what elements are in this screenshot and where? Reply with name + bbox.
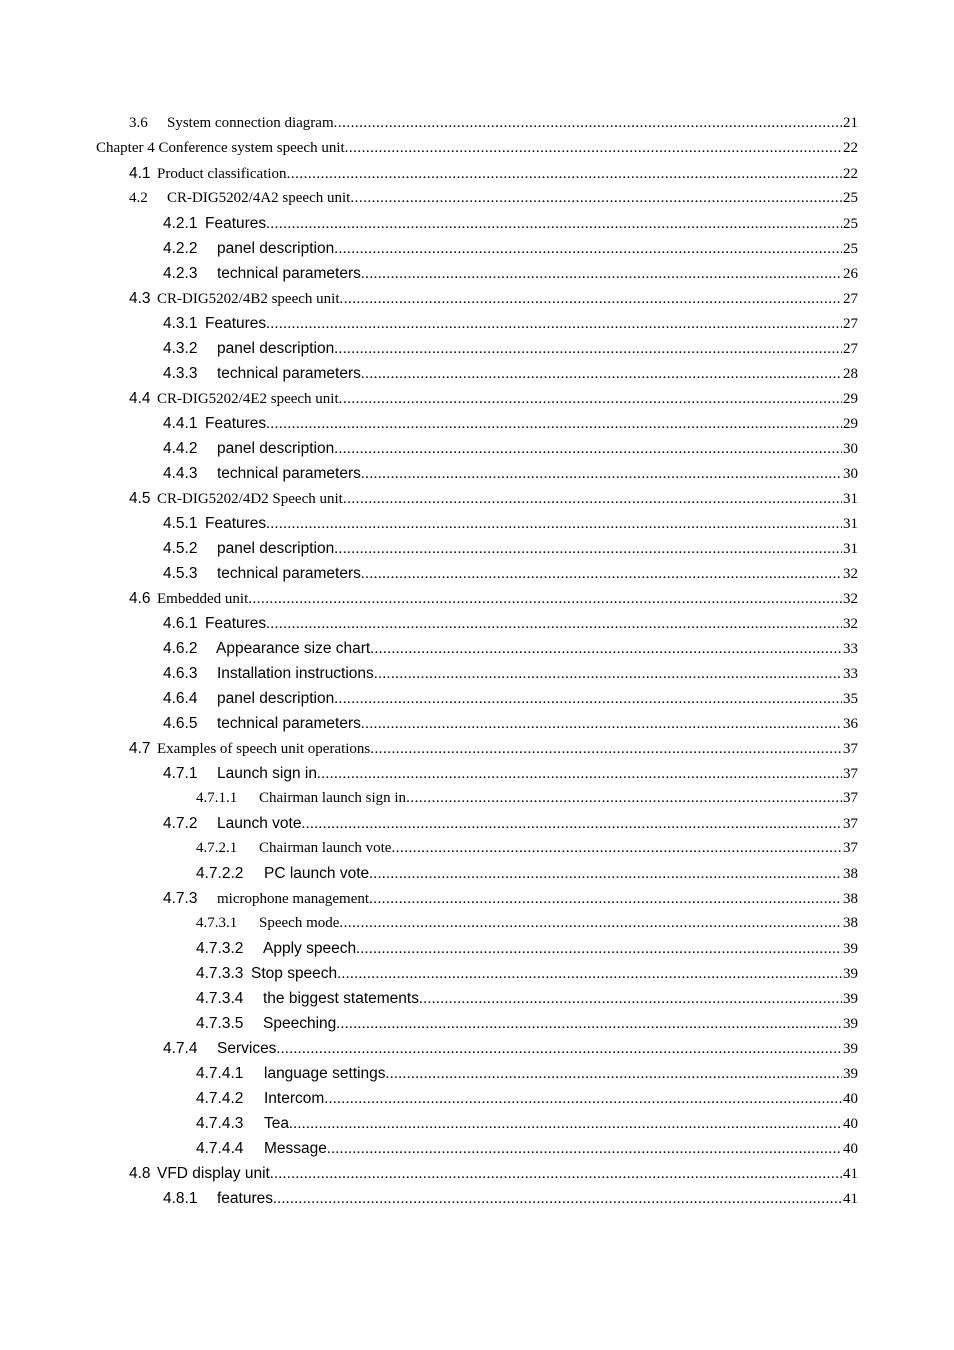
dot-leader <box>248 591 842 608</box>
toc-row <box>0 515 954 540</box>
toc-entry[interactable] <box>163 665 858 687</box>
toc-entry-page-number: 40 <box>843 1116 858 1132</box>
toc-entry[interactable] <box>129 490 858 512</box>
dot-leader <box>270 1166 842 1183</box>
toc-row <box>0 565 954 590</box>
toc-entry-number: 4.2 <box>129 190 148 206</box>
dot-leader <box>336 1016 842 1033</box>
toc-entry-title: Embedded unit <box>157 591 249 607</box>
toc-row <box>0 165 954 190</box>
toc-entry-number: 4.6 <box>129 590 151 607</box>
toc-entry-title: Features <box>205 615 267 632</box>
dot-leader <box>266 616 842 633</box>
toc-entry[interactable] <box>196 965 858 987</box>
dot-leader <box>369 866 842 883</box>
toc-entry-page-number: 37 <box>843 790 858 806</box>
toc-entry[interactable] <box>163 815 858 837</box>
toc-row <box>0 390 954 415</box>
toc-entry-title: Appearance size chart <box>216 640 371 657</box>
toc-row <box>0 965 954 990</box>
toc-entry[interactable] <box>163 765 858 787</box>
toc-entry-title: Examples of speech unit operations <box>157 741 371 757</box>
dot-leader <box>266 216 842 233</box>
toc-entry-page-number: 39 <box>843 941 858 957</box>
toc-entry-title: Speeching <box>263 1015 337 1032</box>
toc-entry[interactable] <box>163 565 858 587</box>
toc-entry-page-number: 38 <box>843 866 858 882</box>
toc-row <box>0 140 954 165</box>
toc-row <box>0 265 954 290</box>
toc-entry-title: CR-DIG5202/4E2 speech unit <box>157 391 339 407</box>
toc-entry-number: 4.6.3 <box>163 665 198 682</box>
dot-leader <box>266 416 842 433</box>
toc-entry-page-number: 29 <box>843 416 858 432</box>
toc-entry-page-number: 35 <box>843 691 858 707</box>
toc-entry-number: 4.8.1 <box>163 1190 198 1207</box>
toc-entry-number: 4.7.3 <box>163 890 198 907</box>
toc-entry[interactable] <box>129 1165 858 1187</box>
toc-row <box>0 715 954 740</box>
toc-entry-title: Features <box>205 315 267 332</box>
toc-entry[interactable] <box>163 890 858 912</box>
toc-entry[interactable] <box>129 115 858 137</box>
toc-entry-number: 4.4 <box>129 390 151 407</box>
dot-leader <box>334 115 842 132</box>
toc-entry-page-number: 41 <box>843 1166 858 1182</box>
toc-row <box>0 840 954 865</box>
toc-entry-page-number: 33 <box>843 666 858 682</box>
toc-entry-page-number: 28 <box>843 366 858 382</box>
toc-entry-title: Speech mode <box>259 915 340 931</box>
dot-leader <box>334 541 842 558</box>
toc-entry[interactable] <box>96 140 858 162</box>
toc-entry[interactable] <box>129 165 858 187</box>
toc-entry-title: panel description <box>217 690 335 707</box>
toc-row <box>0 540 954 565</box>
toc-entry-page-number: 39 <box>843 966 858 982</box>
dot-leader <box>334 341 842 358</box>
toc-entry-page-number: 33 <box>843 641 858 657</box>
toc-row <box>0 1090 954 1115</box>
toc-entry[interactable] <box>129 290 858 312</box>
toc-entry[interactable] <box>129 590 858 612</box>
dot-leader <box>361 266 842 283</box>
toc-entry-title: Features <box>205 515 267 532</box>
toc-entry-title: features <box>217 1190 274 1207</box>
toc-row <box>0 115 954 140</box>
toc-entry-title: technical parameters <box>217 565 361 582</box>
dot-leader <box>327 1141 842 1158</box>
toc-row <box>0 1140 954 1165</box>
toc-entry-page-number: 32 <box>843 591 858 607</box>
toc-entry-page-number: 38 <box>843 915 858 931</box>
toc-entry-number: 4.7.1.1 <box>196 790 238 806</box>
toc-entry-number: 4.7.4.3 <box>196 1115 244 1132</box>
toc-row <box>0 640 954 665</box>
toc-entry[interactable] <box>163 540 858 562</box>
toc-entry-title: System connection diagram <box>167 115 334 131</box>
dot-leader <box>276 1041 842 1058</box>
dot-leader <box>317 766 842 783</box>
toc-row <box>0 440 954 465</box>
toc-entry-number: 4.6.2 <box>163 640 198 657</box>
dot-leader <box>334 441 842 458</box>
toc-entry-number: 4.7.2.2 <box>196 865 244 882</box>
toc-entry-number: 4.7.3.2 <box>196 940 244 957</box>
toc-entry-title: Installation instructions <box>217 665 374 682</box>
dot-leader <box>369 891 842 908</box>
toc-entry-number: 4.6.5 <box>163 715 198 732</box>
toc-entry-title: Intercom <box>264 1090 325 1107</box>
toc-entry-page-number: 32 <box>843 566 858 582</box>
dot-leader <box>339 391 842 408</box>
toc-entry-page-number: 40 <box>843 1141 858 1157</box>
dot-leader <box>370 641 842 658</box>
toc-entry-title: Product classification <box>157 166 287 182</box>
toc-row <box>0 1115 954 1140</box>
toc-entry-number: 4.6.1 <box>163 615 198 632</box>
toc-entry-page-number: 26 <box>843 266 858 282</box>
toc-entry[interactable] <box>163 465 858 487</box>
toc-entry[interactable] <box>163 640 858 662</box>
toc-entry-number: 4.7.2.1 <box>196 840 238 856</box>
toc-entry-title: Features <box>205 415 267 432</box>
toc-row <box>0 415 954 440</box>
dot-leader <box>350 190 842 207</box>
toc-entry-number: 4.7.3.1 <box>196 915 238 931</box>
dot-leader <box>324 1091 842 1108</box>
toc-entry-page-number: 30 <box>843 466 858 482</box>
toc-entry[interactable] <box>163 240 858 262</box>
toc-entry-title: Launch sign in <box>217 765 317 782</box>
toc-entry-title: Features <box>205 215 267 232</box>
toc-entry[interactable] <box>129 740 858 762</box>
toc-entry-title: Message <box>264 1140 327 1157</box>
dot-leader <box>356 941 842 958</box>
toc-entry[interactable] <box>163 415 858 437</box>
toc-entry[interactable] <box>196 1015 858 1037</box>
toc-entry-title: technical parameters <box>217 465 361 482</box>
toc-entry-title: Tea <box>264 1115 289 1132</box>
toc-entry-number: 4.4.3 <box>163 465 198 482</box>
toc-entry[interactable] <box>163 615 858 637</box>
toc-entry-page-number: 22 <box>843 166 858 182</box>
toc-entry[interactable] <box>196 1065 858 1087</box>
dot-leader <box>337 966 842 983</box>
dot-leader <box>343 491 842 508</box>
toc-entry-number: 4.7.1 <box>163 765 198 782</box>
toc-entry[interactable] <box>163 715 858 737</box>
toc-entry-title: Apply speech <box>263 940 357 957</box>
toc-row <box>0 665 954 690</box>
toc-entry[interactable] <box>196 1140 858 1162</box>
toc-entry-number: 4.8 <box>129 1165 151 1182</box>
toc-entry-title: CR-DIG5202/4D2 Speech unit <box>157 491 343 507</box>
dot-leader <box>370 741 842 758</box>
toc-entry-page-number: 27 <box>843 291 858 307</box>
toc-row <box>0 240 954 265</box>
toc-entry-number: 4.5 <box>129 490 151 507</box>
toc-row <box>0 990 954 1015</box>
toc-entry[interactable] <box>196 790 858 812</box>
toc-row <box>0 365 954 390</box>
toc-entry-page-number: 38 <box>843 891 858 907</box>
toc-entry[interactable] <box>163 1040 858 1062</box>
toc-entry-page-number: 31 <box>843 541 858 557</box>
toc-entry-page-number: 32 <box>843 616 858 632</box>
toc-entry-title: the biggest statements <box>263 990 419 1007</box>
dot-leader <box>406 790 842 807</box>
toc-entry-title: language settings <box>264 1065 386 1082</box>
toc-entry-page-number: 37 <box>843 840 858 856</box>
toc-entry-title: Services <box>217 1040 277 1057</box>
dot-leader <box>266 516 842 533</box>
toc-entry-number: 4.7.4 <box>163 1040 198 1057</box>
dot-leader <box>334 691 842 708</box>
toc-entry-page-number: 22 <box>843 140 858 156</box>
toc-entry-number: 4.7.3.5 <box>196 1015 244 1032</box>
toc-row <box>0 315 954 340</box>
toc-row <box>0 215 954 240</box>
toc-entry-number: 4.7 <box>129 740 151 757</box>
dot-leader <box>266 316 842 333</box>
toc-entry-title: Launch vote <box>217 815 302 832</box>
toc-entry-number: 4.3.3 <box>163 365 198 382</box>
toc-entry-page-number: 40 <box>843 1091 858 1107</box>
toc-entry[interactable] <box>163 315 858 337</box>
toc-entry-page-number: 41 <box>843 1191 858 1207</box>
dot-leader <box>361 566 842 583</box>
toc-entry-title: panel description <box>217 540 335 557</box>
toc-entry[interactable] <box>163 515 858 537</box>
toc-entry[interactable] <box>196 840 858 862</box>
dot-leader <box>287 166 842 183</box>
toc-entry-title: Chairman launch vote <box>259 840 392 856</box>
toc-row <box>0 690 954 715</box>
toc-entry-number: 4.7.4.1 <box>196 1065 244 1082</box>
toc-row <box>0 940 954 965</box>
dot-leader <box>361 466 842 483</box>
toc-entry-title: Chapter 4 Conference system speech unit <box>96 140 345 156</box>
toc-entry[interactable] <box>129 390 858 412</box>
toc-entry[interactable] <box>196 865 858 887</box>
toc-entry-number: 4.7.4.2 <box>196 1090 244 1107</box>
toc-row <box>0 1040 954 1065</box>
toc-entry-number: 4.2.2 <box>163 240 198 257</box>
toc-entry-title: microphone management <box>217 891 370 907</box>
toc-entry-page-number: 37 <box>843 816 858 832</box>
toc-entry[interactable] <box>163 265 858 287</box>
toc-entry-page-number: 36 <box>843 716 858 732</box>
toc-row <box>0 890 954 915</box>
toc-entry[interactable] <box>163 1190 858 1212</box>
toc-entry-title: VFD display unit <box>157 1165 270 1182</box>
toc-row <box>0 1190 954 1215</box>
toc-row <box>0 615 954 640</box>
toc-entry-number: 4.3 <box>129 290 151 307</box>
toc-entry-title: CR-DIG5202/4B2 speech unit <box>157 291 340 307</box>
toc-entry[interactable] <box>196 990 858 1012</box>
toc-entry-page-number: 37 <box>843 766 858 782</box>
dot-leader <box>374 666 842 683</box>
toc-entry-title: technical parameters <box>217 715 361 732</box>
toc-entry[interactable] <box>163 690 858 712</box>
toc-entry-number: 4.6.4 <box>163 690 198 707</box>
dot-leader <box>361 716 842 733</box>
toc-entry-number: 4.7.3.3 <box>196 965 244 982</box>
toc-entry-number: 4.5.3 <box>163 565 198 582</box>
toc-entry-title: Chairman launch sign in <box>259 790 407 806</box>
dot-leader <box>334 241 842 258</box>
toc-entry-number: 4.7.3.4 <box>196 990 244 1007</box>
toc-entry[interactable] <box>196 940 858 962</box>
toc-entry-page-number: 30 <box>843 441 858 457</box>
toc-entry[interactable] <box>163 215 858 237</box>
toc-entry-page-number: 39 <box>843 1016 858 1032</box>
toc-entry[interactable] <box>163 340 858 362</box>
toc-entry[interactable] <box>163 440 858 462</box>
toc-row <box>0 815 954 840</box>
toc-entry[interactable] <box>163 365 858 387</box>
toc-row <box>0 865 954 890</box>
toc-entry-page-number: 29 <box>843 391 858 407</box>
toc-entry[interactable] <box>196 915 858 937</box>
toc-row <box>0 915 954 940</box>
toc-entry[interactable] <box>196 1090 858 1112</box>
toc-row <box>0 340 954 365</box>
toc-entry-number: 4.4.2 <box>163 440 198 457</box>
toc-entry-number: 4.7.2 <box>163 815 198 832</box>
toc-entry-title: panel description <box>217 240 335 257</box>
dot-leader <box>419 991 842 1008</box>
toc-entry-page-number: 25 <box>843 216 858 232</box>
toc-row <box>0 790 954 815</box>
toc-entry-page-number: 37 <box>843 741 858 757</box>
toc-entry-page-number: 31 <box>843 516 858 532</box>
toc-entry-number: 4.5.2 <box>163 540 198 557</box>
toc-entry-title: technical parameters <box>217 365 361 382</box>
dot-leader <box>361 366 842 383</box>
toc-entry-title: CR-DIG5202/4A2 speech unit <box>167 190 351 206</box>
toc-row <box>0 590 954 615</box>
toc-entry-number: 4.3.2 <box>163 340 198 357</box>
toc-entry-page-number: 31 <box>843 491 858 507</box>
toc-entry-number: 4.1 <box>129 165 151 182</box>
toc-row <box>0 1165 954 1190</box>
dot-leader <box>391 840 842 857</box>
toc-entry-page-number: 39 <box>843 991 858 1007</box>
toc-row <box>0 465 954 490</box>
toc-entry-number: 4.2.1 <box>163 215 198 232</box>
dot-leader <box>301 816 842 833</box>
toc-entry-page-number: 27 <box>843 316 858 332</box>
toc-entry-page-number: 39 <box>843 1066 858 1082</box>
dot-leader <box>273 1191 842 1208</box>
toc-entry-page-number: 25 <box>843 241 858 257</box>
toc-row <box>0 190 954 215</box>
toc-row <box>0 490 954 515</box>
dot-leader <box>386 1066 842 1083</box>
toc-row <box>0 1065 954 1090</box>
toc-entry-number: 4.4.1 <box>163 415 198 432</box>
toc-entry-title: panel description <box>217 340 335 357</box>
toc-entry-number: 4.5.1 <box>163 515 198 532</box>
toc-row <box>0 290 954 315</box>
toc-entry-title: PC launch vote <box>264 865 370 882</box>
toc-entry-title: Stop speech <box>251 965 338 982</box>
dot-leader <box>339 291 842 308</box>
dot-leader <box>339 915 842 932</box>
toc-row <box>0 740 954 765</box>
toc-entry-page-number: 21 <box>843 115 858 131</box>
toc-entry-number: 4.3.1 <box>163 315 198 332</box>
toc-entry-number: 4.7.4.4 <box>196 1140 244 1157</box>
toc-entry-number: 4.2.3 <box>163 265 198 282</box>
dot-leader <box>289 1116 842 1133</box>
dot-leader <box>345 140 842 157</box>
toc-entry[interactable] <box>196 1115 858 1137</box>
toc-entry-page-number: 39 <box>843 1041 858 1057</box>
toc-entry-page-number: 25 <box>843 190 858 206</box>
toc-row <box>0 765 954 790</box>
toc-entry-number: 3.6 <box>129 115 148 131</box>
toc-entry[interactable] <box>129 190 858 212</box>
toc-entry-title: technical parameters <box>217 265 361 282</box>
toc-row <box>0 1015 954 1040</box>
toc-entry-title: panel description <box>217 440 335 457</box>
toc-entry-page-number: 27 <box>843 341 858 357</box>
